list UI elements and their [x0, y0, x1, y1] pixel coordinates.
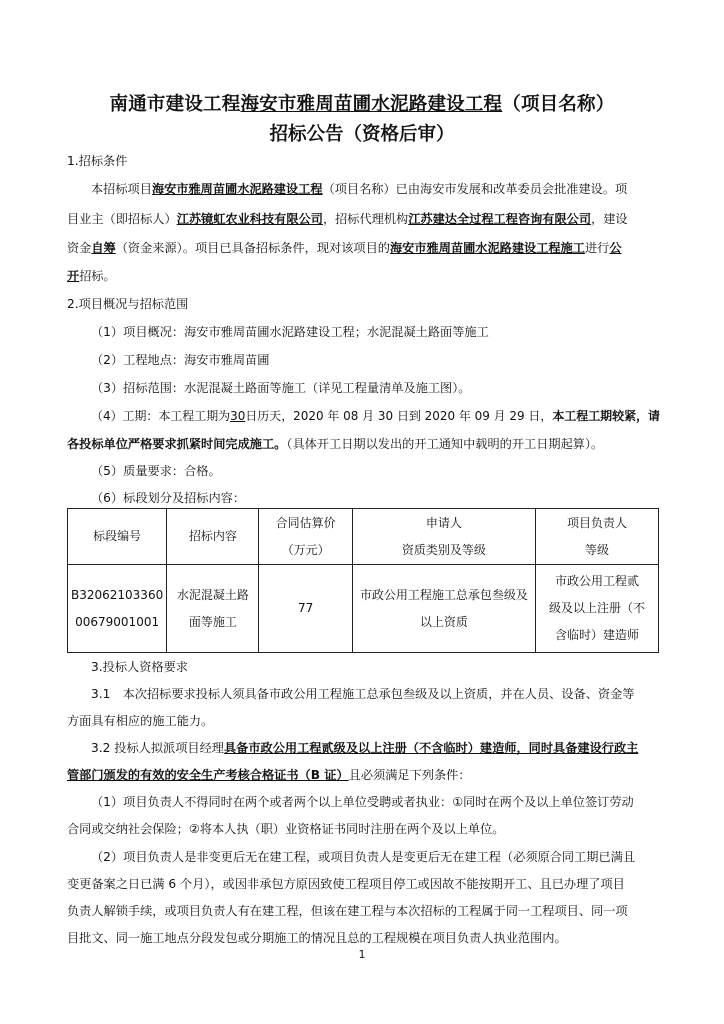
text: 项目负责人	[566, 515, 627, 530]
text: 申请人	[425, 515, 462, 530]
header-code	[68, 509, 167, 565]
text: 3.2 投标人拟派项目经理	[91, 741, 224, 755]
text: 资金	[67, 241, 92, 255]
bid-section-table	[67, 508, 659, 653]
sections-line: （6）标段划分及招标内容：	[91, 491, 246, 505]
text: 市政公用工程贰	[554, 574, 639, 588]
text: （项目名称）已由海安市发展和改革委员会批准建设。项	[322, 182, 628, 196]
cond-2-line-1: （2）项目负责人是非变更后无在建工程，或项目负责人是变更后无在建工程（必须原合同工期已满且	[91, 850, 636, 864]
title-prefix: 南通市建设工程	[109, 94, 241, 115]
text: 目业主（即招标人）	[67, 212, 177, 226]
section-1-para-line-2	[67, 211, 628, 227]
urgent-note: 各投标单位严格要求抓紧时间完成施工。	[67, 437, 287, 451]
cell-price	[259, 565, 352, 653]
text: 77	[297, 601, 314, 615]
cell-applicant	[352, 565, 535, 653]
header-manager	[535, 509, 658, 565]
urgent-note: 本工程工期较紧，请	[552, 409, 660, 423]
req-3-2-line-1	[91, 740, 638, 756]
location-line: （2）工程地点：海安市雅周苗圃	[91, 353, 270, 367]
cell-content	[167, 565, 259, 653]
title-suffix: （项目名称）	[502, 94, 615, 115]
overview-line: （1）项目概况：海安市雅周苗圃水泥路建设工程；水泥混凝土路面等施工	[91, 325, 489, 339]
text: 本招标项目	[91, 182, 152, 196]
text: 进行	[584, 241, 610, 255]
section-1-heading: 1.招标条件	[67, 154, 128, 168]
section-1-para-line-4	[67, 268, 116, 284]
page-number: 1	[358, 948, 366, 961]
cond-2-line-4: 目批文、同一施工地点分段发包或分期施工的情况且总的工程规模在项目负责人执业范围内。	[67, 931, 567, 945]
text: 面等施工	[188, 614, 237, 629]
section-1-para-line-1	[91, 181, 627, 197]
header-content	[167, 509, 259, 565]
agent-name: 江苏建达全过程工程咨询有限公司	[408, 212, 592, 226]
title-line-1	[0, 90, 724, 116]
bid-method: 公	[609, 241, 622, 255]
text: 以上资质	[419, 614, 468, 629]
quality-line: （5）质量要求：合格。	[91, 464, 221, 478]
text: 招标。	[79, 269, 116, 283]
manager-qualification: 具备市政公用工程贰级及以上注册（不含临时）建造师，同时具备建设行政主	[223, 741, 639, 755]
cond-2-line-2: 变更备案之日已满 6 个月），或因非承包方原因致使工程项目停工或因故不能按期开工、且已办理了项目	[67, 877, 625, 891]
table-row	[68, 565, 659, 653]
project-name: 海安市雅周苗圃水泥路建设工程	[151, 182, 323, 196]
text: （具体开工日期以发出的开工通知中载明的开工日期起算）。	[286, 437, 604, 451]
duration-days: 30	[230, 409, 246, 423]
cond-1-line-1: （1）项目负责人不得同时在两个或者两个以上单位受聘或者执业：①同时在两个及以上单位签订劳动	[91, 795, 634, 809]
cell-manager	[535, 565, 658, 653]
text: 市政公用工程施工总承包叁级及	[359, 587, 528, 602]
text: 级及以上注册（不	[548, 601, 645, 615]
text: ，招标代理机构	[322, 212, 409, 226]
title-project-name: 海安市雅周苗圃水泥路建设工程	[240, 94, 503, 115]
owner-name: 江苏镜虹农业科技有限公司	[176, 212, 323, 226]
text: 资质类别及等级	[401, 542, 486, 557]
bid-method: 开	[67, 269, 80, 283]
header-applicant	[352, 509, 535, 565]
text: 水泥混凝土路	[176, 587, 249, 602]
text: 00679001001	[75, 614, 160, 629]
scope-line: （3）招标范围：水泥混凝土路面等施工（详见工程量清单及施工图）。	[91, 381, 471, 395]
safety-certificate: 管部门颁发的有效的安全生产考核合格证书（B 证）	[67, 768, 349, 782]
cond-1-line-2: 合同或交纳社会保险；②将本人执（职）业资格证书同时注册在两个及以上单位。	[67, 822, 505, 836]
section-2-heading: 2.项目概况与招标范围	[67, 297, 189, 311]
text: （4）工期：本工程工期为	[91, 409, 231, 423]
text: 含临时）建造师	[554, 628, 639, 642]
req-3-1-line-2: 方面具有相应的施工能力。	[67, 714, 214, 728]
project-name-construction: 海安市雅周苗圃水泥路建设工程施工	[389, 241, 585, 255]
header-price	[259, 509, 352, 565]
cell-code	[68, 565, 167, 653]
text: ，建设	[591, 212, 628, 226]
text: （万元）	[281, 542, 330, 557]
req-3-1-line-1: 3.1 本次招标要求投标人须具备市政公用工程施工总承包叁级及以上资质，并在人员、设备、资金等	[91, 687, 635, 701]
text: 招标内容	[188, 529, 237, 543]
text: （资金来源）。项目已具备招标条件，现对该项目的	[115, 241, 390, 255]
text: 且必须满足下列条件：	[348, 768, 471, 782]
text: 日历天，2020 年 08 月 30 日到 2020 年 09 月 29 日，	[245, 409, 553, 423]
fund-source: 自筹	[91, 241, 116, 255]
text: 标段编号	[93, 529, 142, 543]
duration-line-2	[67, 436, 603, 452]
duration-line	[91, 408, 660, 424]
section-3-heading: 3.投标人资格要求	[91, 660, 188, 674]
cond-2-line-3: 负责人解锁手续，或项目负责人有在建工程，但该在建工程与本次招标的工程属于同一工程项目、同一项	[67, 904, 628, 918]
table-header-row	[68, 509, 659, 565]
text: 合同估算价	[275, 515, 336, 530]
text: 等级	[584, 542, 609, 557]
req-3-2-line-2	[67, 767, 471, 783]
section-1-para-line-3	[67, 240, 622, 256]
text: B32062103360	[71, 587, 164, 602]
title-line-2: 招标公告（资格后审）	[269, 124, 455, 145]
